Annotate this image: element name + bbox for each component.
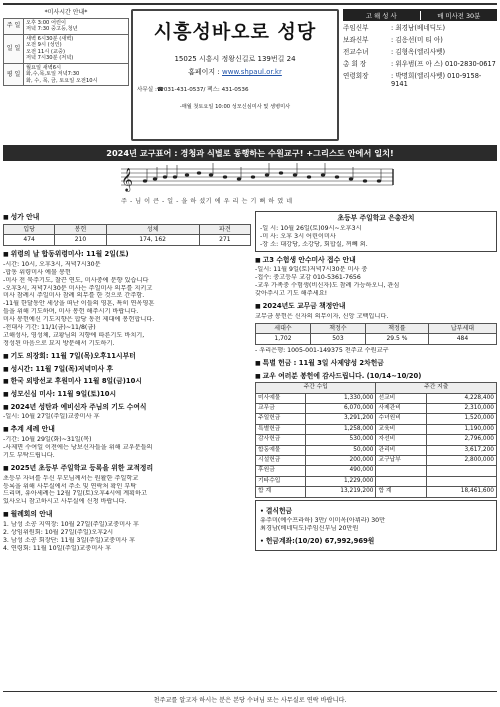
confession-label: 고 해 성 사	[365, 11, 397, 20]
text-line: 3. 남성 소공 회장단: 11월 3일(주일)교중미사 후	[3, 536, 136, 544]
donation-box	[255, 500, 497, 551]
bullet-icon: ■	[255, 302, 261, 310]
fin-cell: 교무금	[256, 404, 306, 414]
mass-schedule	[3, 9, 129, 86]
mass-label: 일 일	[4, 34, 24, 63]
fin-cell: 1,520,000	[426, 414, 496, 424]
bullet-icon: ■	[3, 365, 9, 373]
heading-text: 위령의 날 합동위령미사: 11월 2일(토)	[10, 250, 129, 259]
donation-title	[260, 507, 492, 516]
fin-total: 13,219,200	[306, 487, 376, 497]
bullet-icon: •	[260, 538, 264, 546]
tithe-value: 503	[310, 334, 365, 345]
finance-table	[255, 382, 497, 497]
tithe-value: 29.5 %	[365, 334, 428, 345]
fin-cell: 특별헌금	[256, 424, 306, 434]
staff-row	[343, 37, 497, 45]
text-line: 드리며, 유아세례는 12월 7일(토)오후4시에 계획하고	[3, 490, 147, 498]
bullet-icon: ■	[3, 251, 9, 259]
heading-text: 2024년도 교무금 책정안내	[262, 301, 346, 310]
bullet-icon: ■	[3, 391, 9, 399]
tithe-header: 세대수	[256, 323, 311, 334]
bullet-icon: ■	[3, 378, 9, 386]
text-line: 정성된 마음으로 묘지 방문해서 기도하기.	[3, 340, 115, 348]
fin-cell	[376, 466, 426, 476]
text-line: -시간: 10시, 오후3시, 저녁7시30분	[3, 260, 101, 268]
section-heading	[255, 256, 497, 265]
fin-cell: 시설헌금	[256, 456, 306, 466]
hymn-number: 210	[55, 235, 106, 246]
text-line: -일 시: 10월 26일(토)09시~오후3시	[260, 224, 362, 232]
office-contact: 사무실 :☎031-431-0537/ 팩스: 431-0536	[137, 87, 249, 93]
text-line: -장 소: 대강당, 소강당, 회합실, 꺼뻬 외.	[260, 240, 368, 248]
fin-total: 합 계	[376, 487, 426, 497]
text-line: 있사오니 참고하시고 사무실에 신청 바랍니다.	[3, 498, 127, 506]
fin-cell: 200,000	[306, 456, 376, 466]
heading-text: 월례회의 안내	[10, 510, 53, 519]
fin-cell: 6,070,000	[306, 404, 376, 414]
mass-line: 저녁 7시30분 (저녁)	[26, 55, 74, 61]
fin-cell: 2,800,000	[426, 456, 496, 466]
header	[3, 3, 497, 145]
staff-info	[343, 9, 497, 88]
section-heading	[3, 365, 251, 374]
section-heading	[3, 352, 251, 361]
fin-total: 합 계	[256, 487, 306, 497]
hymn-number: 474	[4, 235, 55, 246]
text-line: 들을 위해 기도하며, 미사 봉헌 해주시기 바랍니다.	[3, 308, 139, 316]
section-heading	[3, 425, 251, 434]
fin-cell: 선교비	[376, 393, 426, 403]
heading-text: 한국 외방선교 후원미사 11월 8일(금)10시	[10, 377, 142, 386]
heading-text: 결식헌금	[265, 506, 293, 515]
fin-cell: 1,190,000	[426, 424, 496, 434]
diocese-motto-banner: 2024년 교구표어 : 경청과 식별로 동행하는 수원교구! +그리스도 안에서 일치!	[3, 145, 497, 161]
parish-info	[131, 9, 339, 141]
right-column	[255, 209, 497, 553]
text-line: -접수: 중고등부 교감 010-5361-7656	[255, 274, 361, 282]
fin-total: 18,461,600	[426, 487, 496, 497]
hymn-lyrics: 주 - 님 이 큰 - 일 - 을 하 셨기 에 우 리 는 기 뻐 하 였 네	[121, 198, 293, 205]
staff-name: : 최경남(베네딕도)	[391, 24, 446, 32]
staff-role: 연령회장	[343, 71, 369, 80]
bullet-icon: ■	[3, 214, 9, 221]
mass-line: 화,수,목,토일 저녁7:30	[26, 71, 80, 77]
text-line: 4. 연령회: 11월 10일(주일)교중미사 후	[3, 544, 112, 552]
fin-cell: 합동예물	[256, 445, 306, 455]
text-line: 1. 남성 소공 지역장: 10월 27일(주일)교중미사 후	[3, 521, 139, 529]
hymn-header: 봉헌	[55, 224, 106, 235]
heading-text: 2024년 성탄과 예비신자 주님의 기도 수여식	[10, 402, 147, 411]
heading-text: 특별 헌금 : 11월 3일 사제양성 2차헌금	[262, 358, 384, 367]
heading-text: 2025년 초등부 주일학교 등록을 위한 교적정리	[10, 463, 154, 472]
tithe-value: 484	[428, 334, 496, 345]
tithe-header: 납부세대	[428, 323, 496, 334]
section-heading	[255, 359, 497, 368]
box-title: 초등부 주일학교 은총잔치	[337, 214, 415, 222]
mass-line: 오전 11시 (교중)	[26, 48, 66, 55]
text-line: 갖아주시고 기도 해주세요!	[255, 290, 328, 297]
fin-cell: 2,796,000	[426, 435, 496, 445]
staff-name: : 위우범(프 아 스) 010-2830-0617	[391, 59, 496, 68]
fin-cell: 교구납부	[376, 456, 426, 466]
text-line: 고해성사, 영성체, 교황님의 지향에 따른기도 바치기,	[3, 332, 145, 340]
section-heading	[3, 250, 251, 259]
fin-cell: 50,000	[306, 445, 376, 455]
confession-time: 매 미사전 30분	[420, 11, 498, 20]
heading-text: 헌금계좌:(10/20) 67,992,969원	[265, 537, 375, 546]
tithe-table	[255, 323, 497, 345]
section-heading	[3, 213, 251, 222]
text-line: -교우 가족중 수험생(비신자)도 참례 가능하오니, 관심	[255, 282, 400, 290]
text-line: -오후3시, 저녁7시30분 미사는 주일미사 의무를 지키고	[3, 284, 153, 292]
mass-label: 주 일	[4, 18, 24, 34]
left-column	[3, 209, 251, 553]
hymn-header: 입당	[4, 224, 55, 235]
staff-row	[343, 61, 497, 69]
text-line: -일시: 10월 27일(주일)교중미사 후	[3, 413, 100, 421]
fin-cell: 2,310,000	[426, 404, 496, 414]
fin-cell: 관리비	[376, 445, 426, 455]
fin-cell	[426, 466, 496, 476]
mass-line: 월요일 새벽6시	[26, 64, 62, 71]
bullet-icon: ■	[255, 372, 261, 380]
parish-title: 시흥성바오로 성당	[153, 21, 317, 43]
staff-role: 보좌신부	[343, 35, 369, 44]
office-note: -매월 첫토요일 10:00 성모신심미사 및 셍병미사	[179, 103, 291, 110]
bullet-icon: ■	[3, 403, 9, 411]
text-line: 교무금 봉헌은 신자의 의무이자, 신앙 고백입니다.	[255, 312, 389, 320]
mass-line: 저녁 7:30 중고등,청년	[26, 26, 78, 32]
text-line: 등록을 위해 사무실에서 주소 및 연락처 확인 부탁	[3, 482, 137, 490]
staff-role: 주임신부	[343, 24, 369, 32]
text-line: 미사 참례시 주일미사 참례 의무를 한 것으로 간주함.	[3, 292, 145, 300]
hymn-number: 271	[199, 235, 250, 246]
mass-times	[24, 63, 129, 86]
confession-bar	[343, 9, 497, 21]
section-heading	[3, 390, 251, 399]
fin-cell: 후원금	[256, 466, 306, 476]
text-line: 초등부 자녀를 두신 부모님께서는 원활한 주일학교	[3, 474, 139, 482]
text-line: 유주미(예수프라하) 3만/ 이미옥(아뷔라) 30만	[260, 517, 386, 525]
staff-role: 총 회 장	[343, 59, 367, 68]
staff-role: 전교수녀	[343, 47, 369, 56]
fin-cell: 감사헌금	[256, 435, 306, 445]
bulletin-page	[3, 3, 497, 704]
allsouls-text	[3, 261, 251, 348]
bullet-icon: ■	[3, 464, 9, 472]
fin-cell: 미사예물	[256, 393, 306, 403]
school-event-box	[255, 211, 497, 252]
music-staff	[3, 163, 497, 207]
fin-cell: 자선비	[376, 435, 426, 445]
homepage-link[interactable]: www.shpaul.or.kr	[222, 68, 282, 76]
text-line: -11월 한달동안 세상을 떠난 이들의 영혼, 특히 연옥영혼	[3, 300, 155, 308]
svg-text:𝄞: 𝄞	[121, 167, 133, 191]
mass-caption: *미사시간 안내*	[44, 9, 88, 16]
heading-text: 기도 의장회: 11월 7일(목)오후11시부터	[10, 352, 136, 361]
staff-name: : 김응선(미 티 아)	[391, 35, 443, 44]
fin-cell: 1,258,000	[306, 424, 376, 434]
mass-line: 화, 수, 목, 금, 토요일 오전10시	[26, 77, 98, 84]
text-line: -미 사: 오후 3시 어린이미사	[260, 232, 336, 240]
income-header: 주간 수입	[256, 383, 376, 393]
staff-row	[343, 25, 497, 33]
text-line: -전대사 기간: 11/1(금)~11/8(금)	[3, 324, 96, 332]
mass-times	[24, 34, 129, 63]
fin-cell	[376, 476, 426, 486]
text-line: 2. 상임위원회: 10월 27일(주일)오후2시	[3, 528, 114, 536]
heading-text: 성모신심 미사: 11월 9일(토)10시	[10, 390, 117, 399]
staff-row	[343, 73, 497, 89]
mass-label: 평 일	[4, 63, 24, 86]
mass-table	[3, 18, 129, 87]
text-line: 기도 부탁드립니다.	[3, 451, 55, 459]
fin-cell: 교육비	[376, 424, 426, 434]
section-heading	[3, 377, 251, 386]
text-line: 최경남(베네딕도)주임신부님 20만원	[260, 525, 359, 533]
parish-address: 15025 시흥시 정왕신길로 139번길 24	[174, 55, 296, 63]
section-heading	[3, 464, 251, 473]
tithe-header: 책정수	[310, 323, 365, 334]
expense-header: 주간 지출	[376, 383, 497, 393]
bullet-icon: ■	[255, 359, 261, 367]
footer-note: 천주교를 알고자 하시는 분은 본당 수녀님 또는 사무실로 연락 바랍니다.	[3, 691, 497, 704]
mass-line: 새벽 6시30분 (새벽)	[26, 35, 74, 42]
text-line: -사제면 수여일 이전에는 낭보신자들을 위해 교우분들의	[3, 444, 153, 452]
section-heading	[255, 372, 497, 381]
bullet-icon: ■	[3, 426, 9, 434]
fin-cell: 주일헌금	[256, 414, 306, 424]
fin-cell: 수녀원비	[376, 414, 426, 424]
hymn-table	[3, 224, 251, 246]
heading-text: 성가 안내	[10, 213, 40, 221]
homepage-label: 홈페이지 :	[188, 68, 222, 76]
heading-text: 성시간: 11월 7일(목)저녁미사 후	[10, 364, 114, 373]
bullet-icon: ■	[255, 256, 261, 264]
fin-cell: 사제관비	[376, 404, 426, 414]
staff-name: : 박명희(엘리사벳) 010-9158-9141	[391, 71, 482, 88]
heading-text: 고3 수험생 안수미사 접수 안내	[262, 255, 356, 264]
hymn-header: 성체	[106, 224, 199, 235]
staff-name: : 김형옥(엘리사벳)	[391, 47, 446, 56]
section-heading	[255, 302, 497, 311]
fin-cell: 3,617,200	[426, 445, 496, 455]
fin-cell: 4,228,400	[426, 393, 496, 403]
homepage	[133, 67, 337, 77]
mass-line: 오전 9시 (성인)	[26, 42, 62, 48]
fin-cell	[426, 476, 496, 486]
bullet-icon: •	[260, 507, 264, 515]
fin-cell: 490,000	[306, 466, 376, 476]
staff-row	[343, 49, 497, 57]
text-line: -미사 전 묵주기도, 찰끈 연도, 미사중에 분향 있습니다	[3, 276, 149, 284]
collection-total	[260, 537, 492, 546]
tithe-header: 책정률	[365, 323, 428, 334]
heading-text: 추계 세례 안내	[10, 425, 55, 434]
bank-account: - 우리은행: 1005-001-149375 천주교 수원교구	[255, 346, 389, 354]
text-line: -기간: 10월 29일(화)~31일(목)	[3, 436, 92, 444]
fin-cell: 530,000	[306, 435, 376, 445]
bullet-icon: ■	[3, 353, 9, 361]
fin-cell: 1,330,000	[306, 393, 376, 403]
tithe-value: 1,702	[256, 334, 311, 345]
text-line: -일시: 11월 9일(토)저녁7시30분 미사 중	[255, 266, 368, 274]
mass-line: 오후 3:00 어린이	[26, 19, 67, 26]
hymn-number: 174, 162	[106, 235, 199, 246]
mass-times	[24, 18, 129, 34]
text-line: 미사 봉헌예신 기도지향은 합당 동전 제대에 봉헌합니다.	[3, 316, 155, 324]
section-heading	[3, 510, 251, 519]
fin-cell: 기타수입	[256, 476, 306, 486]
fin-cell: 1,229,000	[306, 476, 376, 486]
section-heading	[3, 403, 251, 412]
hymn-header: 파견	[199, 224, 250, 235]
text-line: -합동 위령미사 예물 봉헌	[3, 268, 71, 276]
fin-cell: 3,291,200	[306, 414, 376, 424]
heading-text: 교우 여러분 봉헌에 감사드립니다. (10/14~10/20)	[262, 371, 422, 380]
bullet-icon: ■	[3, 511, 9, 519]
